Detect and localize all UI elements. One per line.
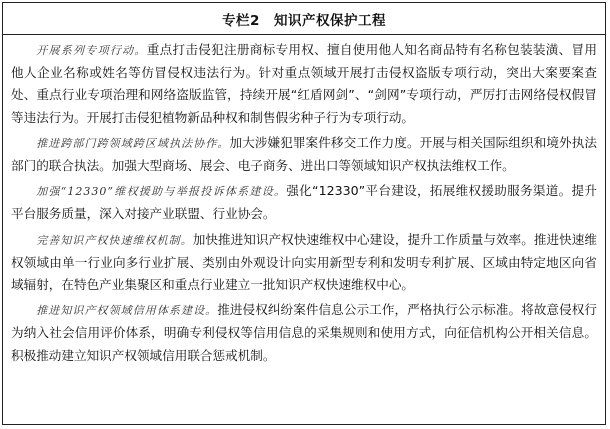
- paragraph-rapid-protection: [11, 229, 597, 297]
- paragraph-body: 加大涉嫌犯罪案件移交工作力度。开展与相关国际组织和境外执法部门的联合执法。加强大型商场、展会、电子商务、进出口等领域知识产权执法维权工作。: [11, 134, 598, 174]
- paragraph-credit-system: [11, 299, 597, 367]
- paragraph-lead: 完善知识产权快速维权机制。: [36, 233, 193, 247]
- box-title: [3, 3, 605, 35]
- paragraph-body: 推进侵权纠纷案件信息公示工作，严格执行公示标准。将故意侵权行为纳入社会信用评价体系，明确专利侵权等信用信息的采集规则和使用方式，向征信机构公开相关信息。积极推动建立知识产权领域信用联合惩戒机制。: [11, 302, 598, 363]
- paragraph-special-actions: [11, 39, 597, 129]
- paragraph-lead: 推进知识产权领域信用体系建设。: [36, 304, 218, 318]
- paragraph-body: 重点打击侵犯注册商标专用权、擅自使用他人知名商品特有名称包装装潢、冒用他人企业名称或姓名等仿冒侵权违法行为。针对重点领域开展打击侵权盗版专项行动，突出大案要案查处、重点行业专项治理和网络盗版监管，持续开展“红盾网剑”、“剑网”专项行动，严厉打击网络侵权假冒等违法行为。开展打击侵犯植物新品种权和制售假劣种子行为专项行动。: [11, 42, 598, 125]
- box-content: [3, 35, 605, 367]
- box-title-label: 专栏2: [222, 12, 260, 29]
- paragraph-lead: 开展系列专项行动。: [36, 44, 147, 57]
- paragraph-lead: 推进跨部门跨领域跨区域执法协作。: [36, 136, 230, 150]
- paragraph-12330-platform: [11, 180, 597, 225]
- paragraph-body: 加快推进知识产权快速维权中心建设，提升工作质量与效率。推进快速维权领域由单一行业向多行业扩展、类别由外观设计向实用新型专利和发明专利扩展、区域由特定地区向省域辐射，在特色产业集聚区和重点行业建立一批知识产权快速维权中心。: [11, 231, 598, 293]
- column-box: [2, 2, 606, 425]
- paragraph-body: 强化“12330”平台建设，拓展维权援助服务渠道。提升平台服务质量，深入对接产业联盟、行业协会。: [11, 183, 597, 222]
- paragraph-cross-department: [11, 132, 597, 177]
- paragraph-lead: 加强“12330”维权援助与举报投诉体系建设。: [36, 185, 287, 199]
- box-title-text: 知识产权保护工程: [273, 12, 386, 29]
